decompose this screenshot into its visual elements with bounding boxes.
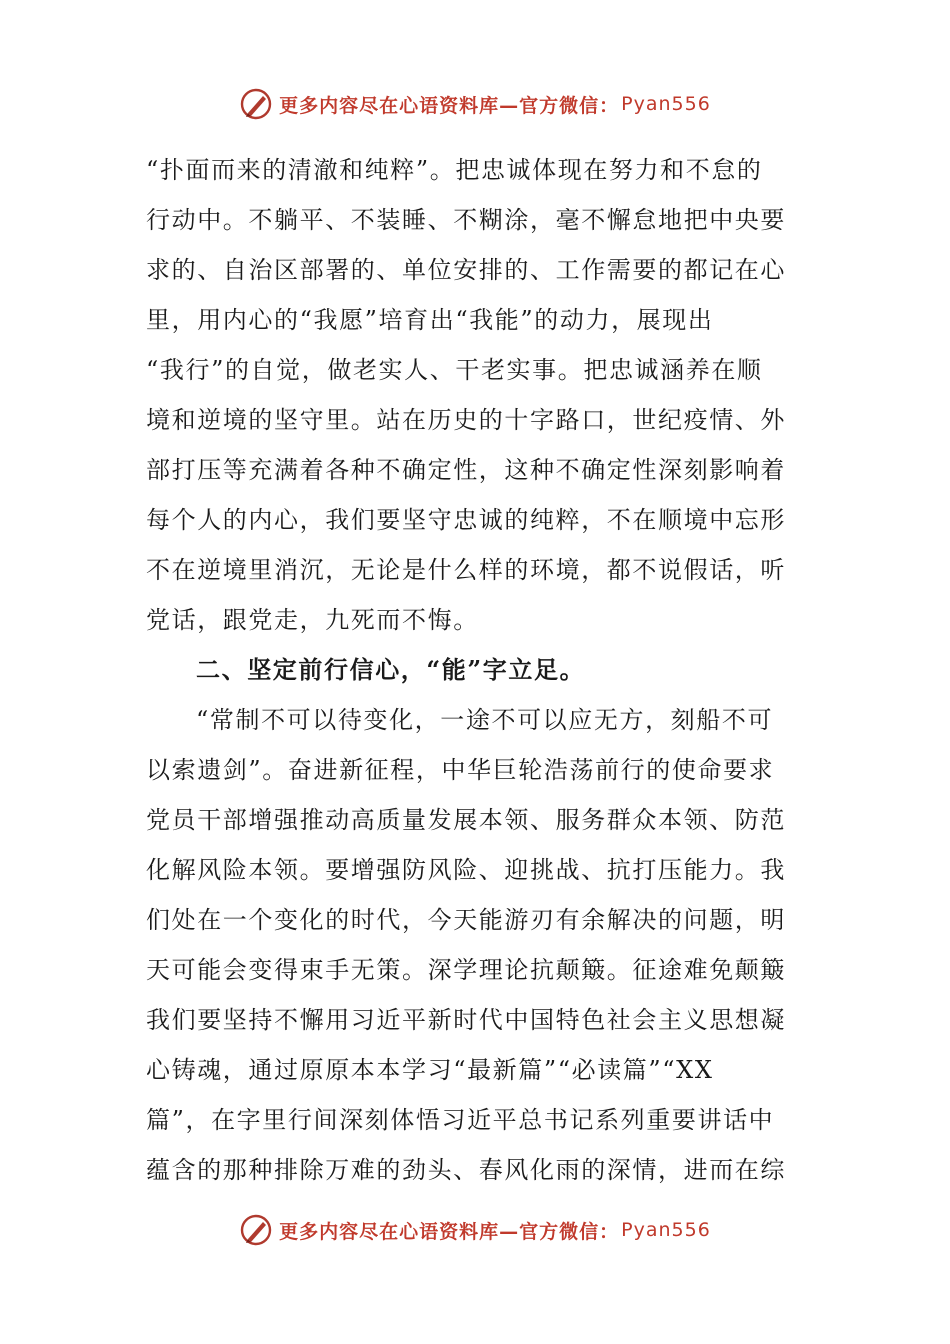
banner-text: 更多内容尽在心语资料库—官方微信： (279, 1220, 620, 1243)
text-line: 里，用内心的“我愿”培育出“我能”的动力，展现出 (146, 306, 714, 334)
text-line: 篇”，在字里行间深刻体悟习近平总书记系列重要讲话中 (146, 1106, 775, 1134)
text-line: 心铸魂，通过原原本本学习“最新篇”“必读篇”“XX (146, 1056, 714, 1084)
pen-logo-icon (239, 1213, 273, 1247)
text-line: 我们要坚持不懈用习近平新时代中国特色社会主义思想凝 (146, 1006, 786, 1034)
text-line: 求的、自治区部署的、单位安排的、工作需要的都记在心 (146, 256, 786, 284)
text-line: 以索遗剑”。奋进新征程，中华巨轮浩荡前行的使命要求 (146, 756, 775, 784)
text-line: 化解风险本领。要增强防风险、迎挑战、抗打压能力。我 (146, 856, 786, 884)
banner-text: 更多内容尽在心语资料库—官方微信： (279, 94, 620, 117)
text-line: 们处在一个变化的时代，今天能游刃有余解决的问题，明 (146, 906, 786, 934)
text-line: “扑面而来的清澈和纯粹”。把忠诚体现在努力和不怠的 (146, 156, 763, 184)
text-line: 行动中。不躺平、不装睡、不糊涂，毫不懈怠地把中央要 (146, 206, 786, 234)
section-heading: 二、坚定前行信心，“能”字立足。 (196, 655, 586, 684)
banner-wechat-id: Pyan556 (621, 1219, 711, 1241)
text-line: 部打压等充满着各种不确定性，这种不确定性深刻影响着 (146, 456, 786, 484)
text-line: 境和逆境的坚守里。站在历史的十字路口，世纪疫情、外 (146, 406, 786, 434)
text-line: 蕴含的那种排除万难的劲头、春风化雨的深情，进而在综 (146, 1156, 786, 1184)
footer-banner (0, 1210, 950, 1250)
banner-wechat-id: Pyan556 (621, 93, 711, 115)
text-line: 党员干部增强推动高质量发展本领、服务群众本领、防范 (146, 806, 786, 834)
text-line: “常制不可以待变化，一途不可以应无方，刻船不可 (196, 706, 774, 734)
text-line: 天可能会变得束手无策。深学理论抗颠簸。征途难免颠簸 (146, 956, 786, 984)
pen-logo-icon (239, 87, 273, 121)
text-line: “我行”的自觉，做老实人、干老实事。把忠诚涵养在顺 (146, 356, 763, 384)
text-line: 每个人的内心，我们要坚守忠诚的纯粹，不在顺境中忘形 (146, 506, 786, 534)
text-line: 不在逆境里消沉，无论是什么样的环境，都不说假话，听 (146, 556, 786, 584)
header-banner (0, 84, 950, 124)
document-body (146, 145, 808, 1195)
text-line: 党话，跟党走，九死而不悔。 (146, 606, 479, 634)
